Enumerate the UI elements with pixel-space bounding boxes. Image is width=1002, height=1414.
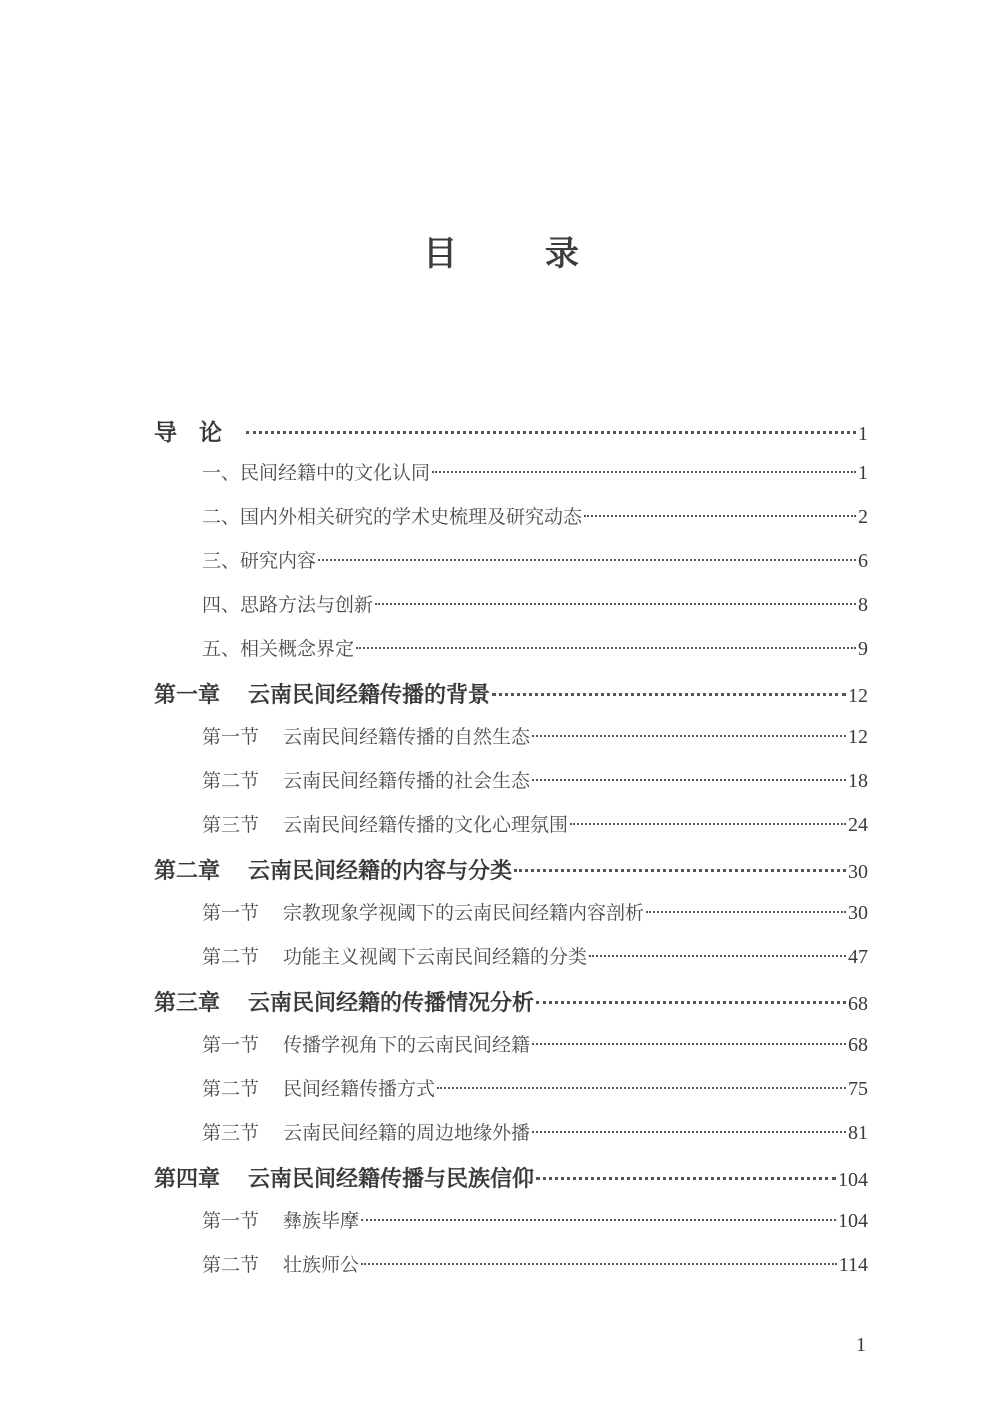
toc-entry[interactable]: [154, 1206, 868, 1250]
toc-label: 三、研究内容: [202, 550, 317, 572]
dot-leader: [536, 1177, 836, 1180]
section-number: 第二节: [202, 770, 260, 792]
toc-label: 云南民间经籍的传播情况分析: [248, 991, 535, 1016]
dot-leader: [532, 1043, 846, 1045]
chapter-number: 第三章: [154, 991, 221, 1016]
toc-entry[interactable]: [154, 942, 868, 986]
toc-label: 云南民间经籍的周边地缘外播: [283, 1122, 531, 1144]
toc-entry[interactable]: [154, 1074, 868, 1118]
toc-entry[interactable]: [154, 810, 868, 854]
section-number: 第一节: [202, 726, 260, 748]
toc-page-number: 12: [848, 685, 868, 707]
dot-leader: [437, 1087, 846, 1089]
toc-page-number: 104: [838, 1169, 868, 1191]
toc-page-number: 2: [858, 506, 868, 528]
toc-label: 宗教现象学视阈下的云南民间经籍内容剖析: [283, 902, 645, 924]
toc-label: 云南民间经籍传播与民族信仰: [248, 1167, 535, 1192]
toc-page-number: 81: [848, 1122, 868, 1144]
toc-label: 彝族毕摩: [283, 1210, 360, 1232]
toc-label: 二、国内外相关研究的学术史梳理及研究动态: [202, 506, 583, 528]
dot-leader: [584, 515, 856, 517]
toc-label: 云南民间经籍传播的背景: [248, 683, 491, 708]
toc-page-number: 30: [848, 902, 868, 924]
toc-entry[interactable]: [154, 546, 868, 590]
toc-chapter-1[interactable]: [154, 678, 868, 722]
dot-leader: [432, 471, 856, 473]
toc-entry-intro[interactable]: [154, 414, 868, 458]
dot-leader: [246, 431, 856, 434]
section-number: 第三节: [202, 1122, 260, 1144]
toc-page-number: 8: [858, 594, 868, 616]
toc-entry[interactable]: [154, 1250, 868, 1294]
toc-page-number: 6: [858, 550, 868, 572]
toc-chapter-4[interactable]: [154, 1162, 868, 1206]
dot-leader: [318, 559, 856, 561]
toc-entry[interactable]: [154, 1030, 868, 1074]
dot-leader: [492, 693, 846, 696]
dot-leader: [536, 1001, 846, 1004]
toc-label: 云南民间经籍传播的社会生态: [283, 770, 531, 792]
toc-label: 云南民间经籍传播的自然生态: [283, 726, 531, 748]
dot-leader: [589, 955, 846, 957]
section-number: 第一节: [202, 1034, 260, 1056]
toc-label: 云南民间经籍传播的文化心理氛围: [283, 814, 569, 836]
dot-leader: [356, 647, 856, 649]
section-number: 第一节: [202, 902, 260, 924]
section-number: 第二节: [202, 1078, 260, 1100]
dot-leader: [646, 911, 846, 913]
dot-leader: [375, 603, 856, 605]
toc-page-number: 12: [848, 726, 868, 748]
chapter-number: 第四章: [154, 1167, 221, 1192]
toc-page-number: 9: [858, 638, 868, 660]
toc-chapter-2[interactable]: [154, 854, 868, 898]
table-of-contents: [154, 414, 868, 1294]
toc-label: 一、民间经籍中的文化认同: [202, 462, 431, 484]
page-title: 目 录: [423, 234, 617, 274]
dot-leader: [514, 869, 846, 872]
toc-label: 功能主义视阈下云南民间经籍的分类: [283, 946, 588, 968]
toc-entry[interactable]: [154, 458, 868, 502]
page-folio-number: 1: [856, 1334, 866, 1356]
toc-label: 五、相关概念界定: [202, 638, 355, 660]
toc-entry[interactable]: [154, 898, 868, 942]
dot-leader: [532, 779, 846, 781]
toc-entry[interactable]: [154, 722, 868, 766]
toc-page-number: 114: [838, 1254, 868, 1276]
toc-page-number: 1: [858, 462, 868, 484]
toc-page-number: 18: [848, 770, 868, 792]
toc-entry[interactable]: [154, 590, 868, 634]
toc-entry[interactable]: [154, 502, 868, 546]
toc-page-number: 75: [848, 1078, 868, 1100]
toc-page-number: 104: [838, 1210, 868, 1232]
section-number: 第三节: [202, 814, 260, 836]
toc-label: 导论: [154, 420, 244, 446]
toc-page-number: 24: [848, 814, 868, 836]
dot-leader: [361, 1219, 836, 1221]
chapter-number: 第二章: [154, 859, 221, 884]
toc-label: 壮族师公: [283, 1254, 360, 1276]
section-number: 第一节: [202, 1210, 260, 1232]
toc-label: 四、思路方法与创新: [202, 594, 374, 616]
dot-leader: [361, 1263, 837, 1265]
toc-entry[interactable]: [154, 634, 868, 678]
dot-leader: [532, 735, 846, 737]
toc-entry[interactable]: [154, 1118, 868, 1162]
toc-page-number: 68: [848, 993, 868, 1015]
dot-leader: [532, 1131, 846, 1133]
section-number: 第二节: [202, 1254, 260, 1276]
toc-page-number: 1: [858, 423, 868, 445]
chapter-number: 第一章: [154, 683, 221, 708]
toc-chapter-3[interactable]: [154, 986, 868, 1030]
toc-page-number: 68: [848, 1034, 868, 1056]
toc-page-number: 47: [848, 946, 868, 968]
toc-entry[interactable]: [154, 766, 868, 810]
section-number: 第二节: [202, 946, 260, 968]
toc-label: 传播学视角下的云南民间经籍: [283, 1034, 531, 1056]
toc-label: 云南民间经籍的内容与分类: [248, 859, 513, 884]
toc-page-number: 30: [848, 861, 868, 883]
dot-leader: [570, 823, 846, 825]
toc-label: 民间经籍传播方式: [283, 1078, 436, 1100]
